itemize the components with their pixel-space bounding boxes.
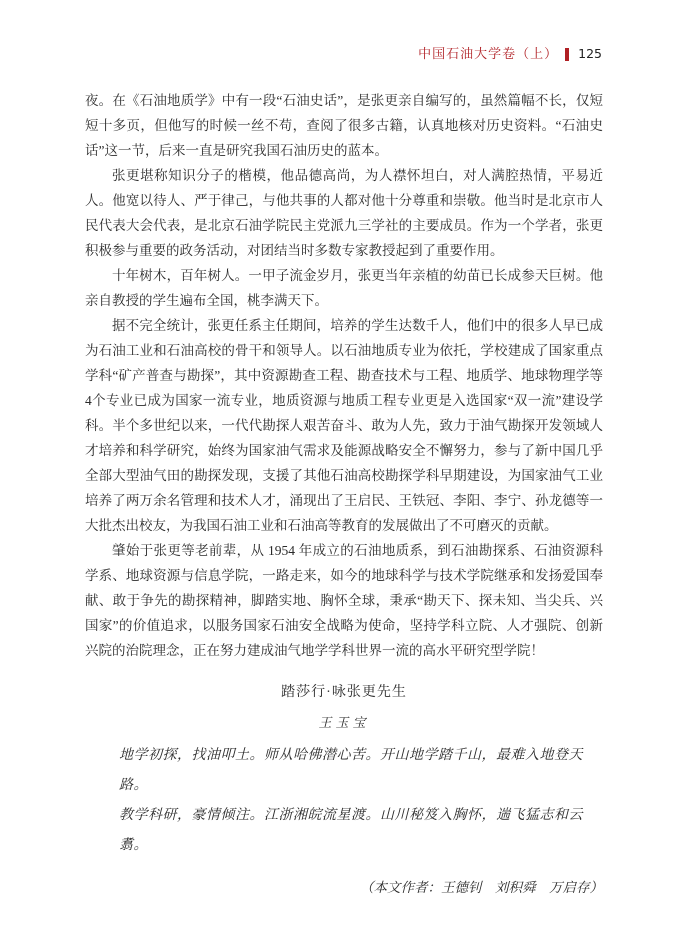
paragraph: 张更堪称知识分子的楷模，他品德高尚，为人襟怀坦白，对人满腔热情，平易近人。他宽以待人、严于律己，与他共事的人都对他十分尊重和崇敬。他当时是北京市人民代表大会代表，是北京石油学院民主党派九三学社的主要成员。作为一个学者，张更积极参与重要的政务活动，对团结当时多数专家教授起到了重要作用。 xyxy=(85,168,603,258)
paragraph: 十年树木，百年树人。一甲子流金岁月，张更当年亲植的幼苗已长成参天巨树。他亲自教授的学生遍布全国，桃李满天下。 xyxy=(85,268,603,308)
paragraph: 据不完全统计，张更任系主任期间，培养的学生达数千人，他们中的很多人早已成为石油工业和石油高校的骨干和领导人。以石油地质专业为依托，学校建成了国家重点学科“矿产普查与勘探”，其中资源勘查工程、勘查技术与工程、地质学、地球物理学等4个专业已成为国家一流专业，地质资源与地质工程专业更是入选国家“双一流”建设学科。半个多世纪以来，一代代勘探人艰苦奋斗、敢为人先，致力于油气勘探开发领域人才培养和科学研究，始终为国家油气需求及能源战略安全不懈努力，参与了新中国几乎全部大型油气田的勘探发现，支援了其他石油高校勘探学科早期建设，为国家油气工业培养了两万余名管理和技术人才，涌现出了王启民、王铁冠、李阳、李宁、孙龙德等一大批杰出校友，为我国石油工业和石油高等教育的发展做出了不可磨灭的贡献。 xyxy=(85,318,603,533)
running-header xyxy=(418,46,602,62)
volume-title: 中国石油大学卷（上） xyxy=(418,46,559,61)
article-body xyxy=(85,88,603,900)
author-credit: （本文作者：王德钊 刘积舜 万启存） xyxy=(360,880,603,895)
poem-title: 踏莎行·咏张更先生 xyxy=(281,685,407,700)
paragraph: 夜。在《石油地质学》中有一段“石油史话”，是张更亲自编写的，虽然篇幅不长，仅短短十多页，但他写的时候一丝不苟，查阅了很多古籍，认真地核对历史资料。“石油史话”这一节，后来一直是研究我国石油历史的蓝本。 xyxy=(85,93,603,158)
poem-body xyxy=(85,741,603,861)
header-divider-bar xyxy=(565,48,569,61)
poem-author: 王玉宝 xyxy=(318,715,370,730)
paragraph: 肇始于张更等老前辈，从 1954 年成立的石油地质系，到石油勘探系、石油资源科学系、地球资源与信息学院，一路走来，如今的地球科学与技术学院继承和发扬爱国奉献、敢于争先的勘探精神，脚踏实地、胸怀全球，秉承“勘天下、探未知、当尖兵、兴国家”的价值追求，以服务国家石油安全战略为使命，坚持学科立院、人才强院、创新兴院的治院理念，正在努力建成油气地学学科世界一流的高水平研究型学院！ xyxy=(85,543,603,658)
poem-line: 地学初探，找油叩土。师从哈佛潜心苦。开山地学踏千山，最难入地登天路。 xyxy=(119,748,583,793)
poem-line: 教学科研，豪情倾注。江浙湘皖流星渡。山川秘笈入胸怀，遄飞猛志和云翥。 xyxy=(119,808,583,853)
page-number: 125 xyxy=(578,46,602,61)
